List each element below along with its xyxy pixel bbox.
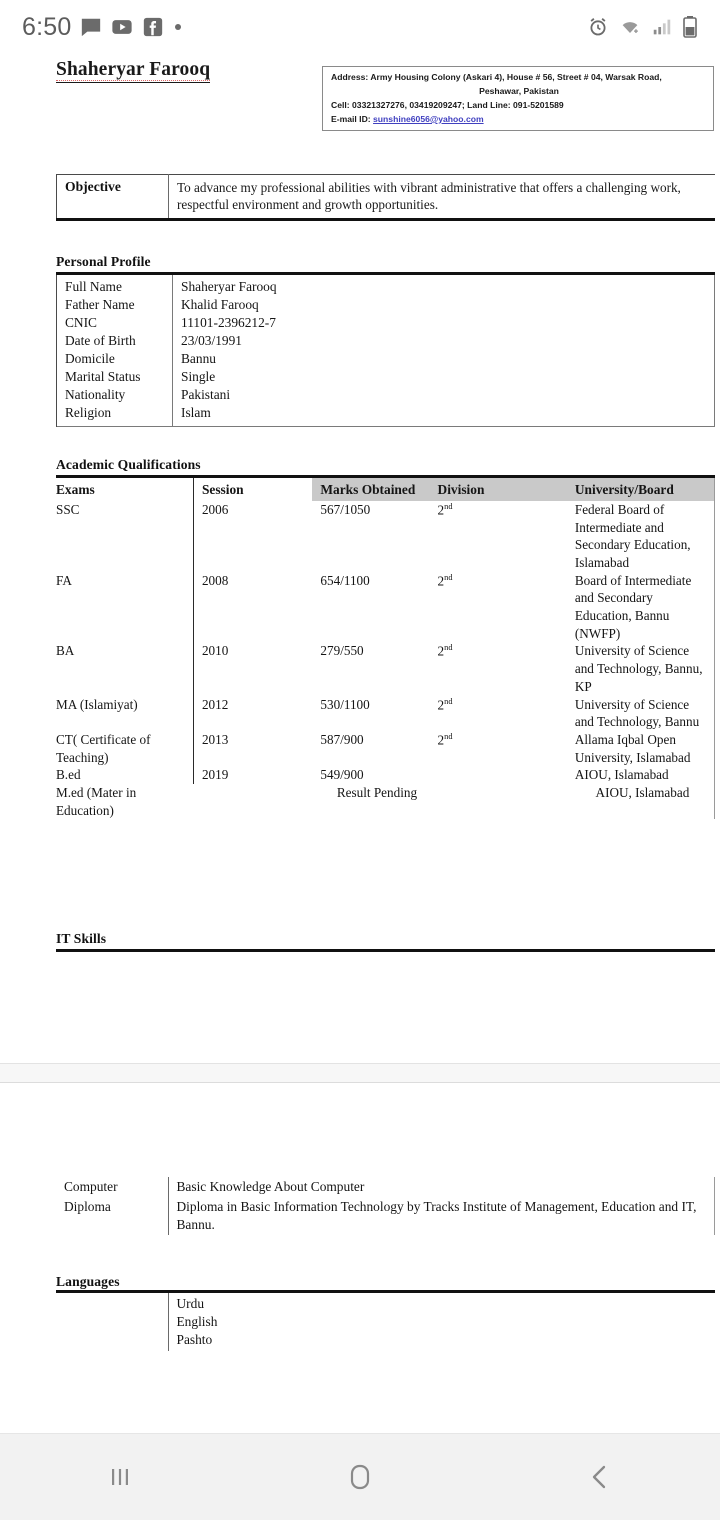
contact-address-line1: [331, 71, 707, 85]
message-icon: [80, 16, 102, 38]
contact-email-line: [331, 113, 707, 127]
profile-field-label: Nationality: [57, 386, 173, 404]
document-viewer[interactable]: [0, 54, 720, 1433]
dot-icon: [173, 22, 183, 32]
languages-key-cell: [56, 1292, 168, 1352]
home-icon: [342, 1459, 378, 1495]
academic-row: [56, 766, 715, 784]
academic-header-row: [56, 477, 715, 501]
academic-marks-cell: 549/900: [320, 767, 364, 783]
status-bar-right: [587, 15, 698, 39]
profile-field-value: Single: [173, 368, 715, 386]
computer-diploma-row: [56, 1197, 715, 1235]
profile-field-value: Islam: [173, 404, 715, 427]
personal-profile-row: [57, 350, 715, 368]
status-time: 6:50: [22, 12, 72, 41]
android-navigation-bar: [0, 1433, 720, 1520]
academic-session-cell: 2012: [193, 696, 312, 731]
computer-diploma-value: Diploma in Basic Information Technology by Tracks Institute of Management, Education and IT, Bannu.: [168, 1197, 715, 1235]
youtube-icon: [111, 16, 133, 38]
profile-field-label: Full Name: [57, 274, 173, 297]
academic-session-cell: 2010: [193, 642, 312, 695]
candidate-name: [56, 59, 210, 83]
personal-profile-row: [57, 332, 715, 350]
objective-label: Objective: [57, 175, 169, 220]
academic-exam-cell: BA: [56, 643, 75, 659]
personal-profile-row: [57, 404, 715, 427]
academic-marks-cell: Result Pending: [336, 784, 418, 800]
academic-board-cell: Board of Intermediate and Secondary Education, Bannu (NWFP): [571, 572, 715, 643]
profile-field-value: 11101-2396212-7: [173, 314, 715, 332]
status-bar-left: [22, 13, 183, 42]
candidate-name-text: Shaheryar Farooq: [56, 59, 211, 80]
academic-heading: Academic Qualifications: [56, 457, 201, 472]
profile-field-value: Khalid Farooq: [173, 296, 715, 314]
academic-division-cell: 2nd: [437, 572, 453, 589]
personal-profile-heading: Personal Profile: [56, 254, 151, 269]
academic-board-cell: University of Science and Technology, Bannu, KP: [571, 642, 715, 695]
academic-division-cell: 2nd: [437, 643, 453, 659]
academic-division-cell: [438, 766, 571, 784]
academic-exam-cell: FA: [56, 572, 72, 588]
academic-qualifications-section: [56, 457, 715, 819]
wifi-icon: [618, 16, 642, 38]
academic-marks-cell: 654/1100: [320, 572, 370, 588]
it-skills-section: [56, 931, 715, 952]
academic-exam-cell: M.ed (Mater in Education): [56, 784, 137, 818]
computer-diploma-value: Basic Knowledge About Computer: [168, 1177, 715, 1197]
address-line2-text: Peshawar, Pakistan: [479, 85, 559, 96]
academic-row: [56, 642, 715, 695]
signal-icon: [651, 16, 673, 38]
language-item: Urdu: [176, 1296, 205, 1311]
objective-section: [56, 174, 715, 221]
profile-field-value: Pakistani: [173, 386, 715, 404]
languages-value-cell: [168, 1292, 715, 1352]
academic-row: [56, 784, 715, 819]
academic-table-body: [56, 501, 715, 819]
objective-text: To advance my professional abilities with vibrant administrative that offers a challenging work, respectful environment and growth opportunities.: [169, 175, 716, 220]
academic-row: [56, 696, 715, 731]
academic-exam-cell: CT( Certificate of Teaching): [56, 731, 151, 765]
academic-row: [56, 572, 715, 643]
phone-line-text: Cell: 03321327276, 03419209247; Land Line: 091-5201589: [331, 99, 564, 110]
profile-field-label: Religion: [57, 404, 173, 427]
academic-division-cell: 2nd: [437, 696, 453, 712]
academic-session-cell: 2006: [193, 501, 312, 572]
academic-session-cell: 2013: [193, 731, 312, 766]
personal-profile-table: [56, 272, 715, 427]
academic-board-cell: Federal Board of Intermediate and Secondary Education, Islamabad: [571, 501, 715, 572]
contact-phone-line: [331, 99, 707, 113]
academic-division-cell: 2nd: [437, 501, 453, 518]
personal-profile-row: [57, 296, 715, 314]
recents-icon: [103, 1460, 137, 1494]
column-header-university: University/Board: [571, 477, 715, 501]
status-bar: [0, 0, 720, 54]
academic-marks-cell: 279/550: [320, 643, 364, 659]
profile-field-value: 23/03/1991: [173, 332, 715, 350]
personal-profile-row: [57, 274, 715, 297]
profile-field-label: Marital Status: [57, 368, 173, 386]
column-header-exams: Exams: [56, 482, 95, 497]
personal-profile-row: [57, 314, 715, 332]
resume-page: [0, 54, 720, 1348]
email-label: E-mail ID:: [331, 113, 371, 124]
language-item: Pashto: [176, 1332, 213, 1348]
computer-diploma-section: [56, 1177, 715, 1235]
column-header-division: Division: [438, 477, 571, 501]
academic-marks-cell: 587/900: [320, 731, 364, 747]
it-skills-heading: IT Skills: [56, 931, 107, 946]
page-break-separator: [0, 1063, 720, 1083]
academic-board-cell: AIOU, Islamabad: [571, 784, 715, 819]
home-button[interactable]: [300, 1434, 420, 1520]
academic-exam-cell: SSC: [56, 501, 80, 517]
profile-field-value: Shaheryar Farooq: [173, 274, 715, 297]
computer-diploma-label: Computer: [64, 1179, 118, 1194]
academic-row: [56, 731, 715, 766]
academic-division-cell: 2nd: [437, 731, 453, 748]
profile-field-label: Domicile: [57, 350, 173, 368]
academic-session-cell: 2008: [193, 572, 312, 643]
academic-division-cell: [438, 784, 571, 819]
column-header-marks: Marks Obtained: [312, 477, 437, 501]
objective-row: [57, 175, 716, 220]
personal-profile-row: [57, 368, 715, 386]
languages-table: [56, 1290, 715, 1351]
academic-marks-cell: 530/1100: [320, 696, 370, 712]
computer-diploma-row: [56, 1177, 715, 1197]
computer-diploma-label: Diploma: [64, 1199, 111, 1215]
back-icon: [583, 1460, 617, 1494]
email-link[interactable]: sunshine6056@yahoo.com: [373, 113, 484, 124]
personal-profile-section: [56, 254, 715, 427]
personal-profile-row: [57, 386, 715, 404]
facebook-icon: [142, 16, 164, 38]
academic-table-head: [56, 477, 715, 501]
academic-exam-cell: B.ed: [56, 767, 81, 783]
academic-exam-cell: MA (Islamiyat): [56, 696, 138, 712]
resume-header: [0, 54, 720, 140]
academic-marks-cell: 567/1050: [320, 501, 371, 517]
address-line1-text: Address: Army Housing Colony (Askari 4), House # 56, Street # 04, Warsak Road,: [331, 72, 662, 82]
it-skills-rule: [56, 949, 715, 952]
profile-field-label: CNIC: [57, 314, 173, 332]
recents-button[interactable]: [60, 1434, 180, 1520]
academic-board-cell: Allama Iqbal Open University, Islamabad: [571, 731, 715, 766]
alarm-icon: [587, 16, 609, 38]
language-item: English: [176, 1314, 218, 1330]
languages-heading: Languages: [56, 1274, 120, 1289]
battery-icon: [682, 15, 698, 39]
academic-board-cell: AIOU, Islamabad: [571, 766, 715, 784]
languages-section: [56, 1274, 715, 1351]
objective-table: [56, 174, 715, 221]
computer-diploma-table: [56, 1177, 715, 1235]
contact-info-box: [322, 66, 714, 131]
academic-board-cell: University of Science and Technology, Bannu: [571, 696, 715, 731]
profile-field-label: Father Name: [57, 296, 173, 314]
academic-session-cell: 2019: [193, 766, 312, 784]
column-header-session: Session: [193, 477, 312, 501]
languages-row: [56, 1292, 715, 1352]
profile-field-value: Bannu: [173, 350, 715, 368]
contact-address-line2: [331, 85, 707, 99]
back-button[interactable]: [540, 1434, 660, 1520]
academic-row: [56, 501, 715, 572]
profile-field-label: Date of Birth: [57, 332, 173, 350]
academic-table: [56, 475, 715, 819]
academic-session-cell: [193, 784, 312, 819]
